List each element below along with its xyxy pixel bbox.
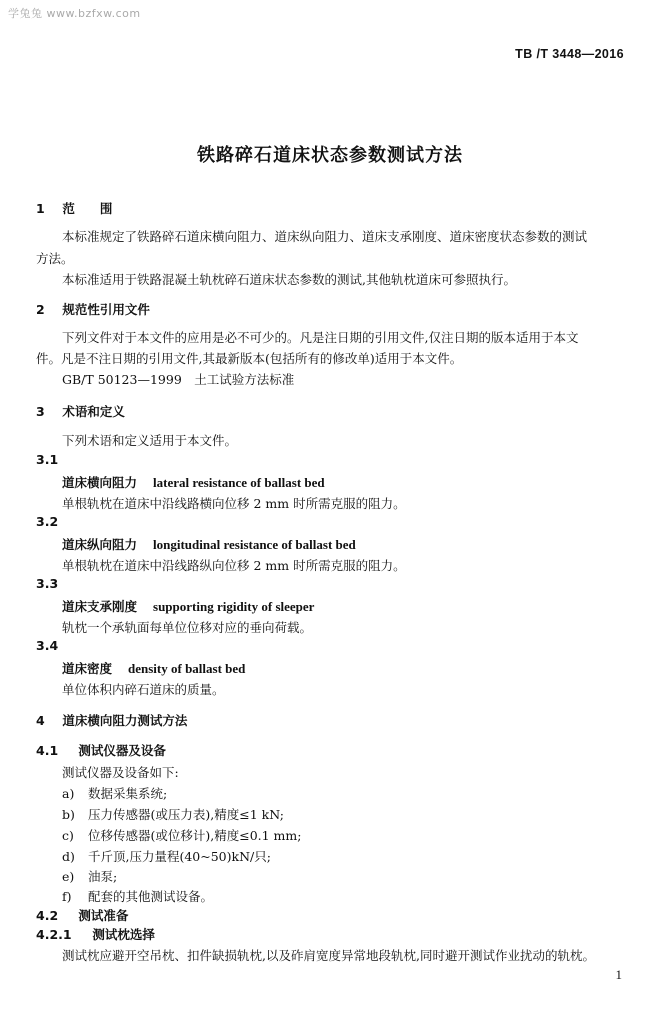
term-definition: 单位体积内碎石道床的质量。 [62,682,225,697]
term-number: 3.2 [36,514,59,529]
section-2-heading [36,300,150,318]
list-text: 油泵; [88,869,118,884]
paragraph: 下列文件对于本文件的应用是必不可少的。凡是注日期的引用文件,仅注日期的版本适用于本文 [62,330,579,345]
term-zh: 道床横向阻力 [62,475,138,490]
term-number: 3.4 [36,638,59,653]
page-title: 铁路碎石道床状态参数测试方法 [197,145,463,166]
subsection-4-2-heading [36,906,128,924]
section-number: 2 [36,302,45,317]
list-item [62,826,301,844]
list-label: f) [62,889,72,904]
term-en: supporting rigidity of sleeper [153,599,315,614]
list-label: c) [62,828,74,843]
section-number: 1 [36,201,45,216]
paragraph: 方法。 [36,251,74,266]
subsection-4-2-1-heading [36,925,155,943]
section-title: 规范性引用文件 [62,302,150,317]
standard-number: TB /T 3448—2016 [515,47,624,61]
list-text: 配套的其他测试设备。 [88,889,214,904]
section-number: 4.2 [36,908,59,923]
page-number: 1 [615,967,622,982]
section-number: 4.2.1 [36,927,72,942]
section-title: 测试仪器及设备 [78,743,166,758]
section-number: 4 [36,713,45,728]
term-en: lateral resistance of ballast bed [153,475,325,490]
section-title: 道床横向阻力测试方法 [62,713,188,728]
term-definition: 轨枕一个承轨面每单位位移对应的垂向荷载。 [62,620,313,635]
term-heading [62,535,356,553]
term-zh: 道床支承刚度 [62,599,138,614]
term-heading [62,473,325,491]
list-item [62,805,284,823]
section-title: 测试枕选择 [92,927,155,942]
term-heading [62,597,314,615]
section-title: 范 围 [62,201,113,216]
reference: GB/T 50123—1999 土工试验方法标准 [62,372,295,387]
watermark: 学兔兔 www.bzfxw.com [8,7,141,20]
list-text: 千斤顶,压力量程(40~50)kN/只; [88,849,271,864]
term-en: density of ballast bed [128,661,246,676]
paragraph: 件。凡是不注日期的引用文件,其最新版本(包括所有的修改单)适用于本文件。 [36,351,463,366]
section-4-heading [36,711,187,729]
list-text: 压力传感器(或压力表),精度≤1 kN; [88,807,284,822]
list-item [62,867,117,885]
list-label: a) [62,786,75,801]
paragraph: 本标准适用于铁路混凝土轨枕碎石道床状态参数的测试,其他轨枕道床可参照执行。 [62,272,516,287]
list-label: d) [62,849,75,864]
section-1-heading [36,199,112,217]
term-zh: 道床密度 [62,661,113,676]
term-number: 3.1 [36,452,59,467]
list-text: 位移传感器(或位移计),精度≤0.1 mm; [88,828,302,843]
term-number: 3.3 [36,576,59,591]
term-definition: 单根轨枕在道床中沿线路纵向位移 2 mm 时所需克服的阻力。 [62,558,406,573]
term-en: longitudinal resistance of ballast bed [153,537,356,552]
term-zh: 道床纵向阻力 [62,537,138,552]
section-3-heading [36,402,125,420]
list-item [62,887,213,905]
list-text: 数据采集系统; [88,786,168,801]
list-item [62,847,271,865]
list-label: e) [62,869,75,884]
section-number: 4.1 [36,743,59,758]
section-number: 3 [36,404,45,419]
paragraph: 测试枕应避开空吊枕、扣件缺损轨枕,以及砟肩宽度异常地段轨枕,同时避开测试作业扰动的轨枕。 [62,948,595,963]
term-definition: 单根轨枕在道床中沿线路横向位移 2 mm 时所需克服的阻力。 [62,496,406,511]
section-title: 测试准备 [78,908,129,923]
term-heading [62,659,245,677]
section-title: 术语和定义 [62,404,125,419]
list-item [62,784,167,802]
list-label: b) [62,807,75,822]
paragraph: 本标准规定了铁路碎石道床横向阻力、道床纵向阻力、道床支承刚度、道床密度状态参数的测试 [62,229,588,244]
paragraph: 测试仪器及设备如下: [62,765,179,780]
subsection-4-1-heading [36,741,166,759]
paragraph: 下列术语和定义适用于本文件。 [62,433,238,448]
